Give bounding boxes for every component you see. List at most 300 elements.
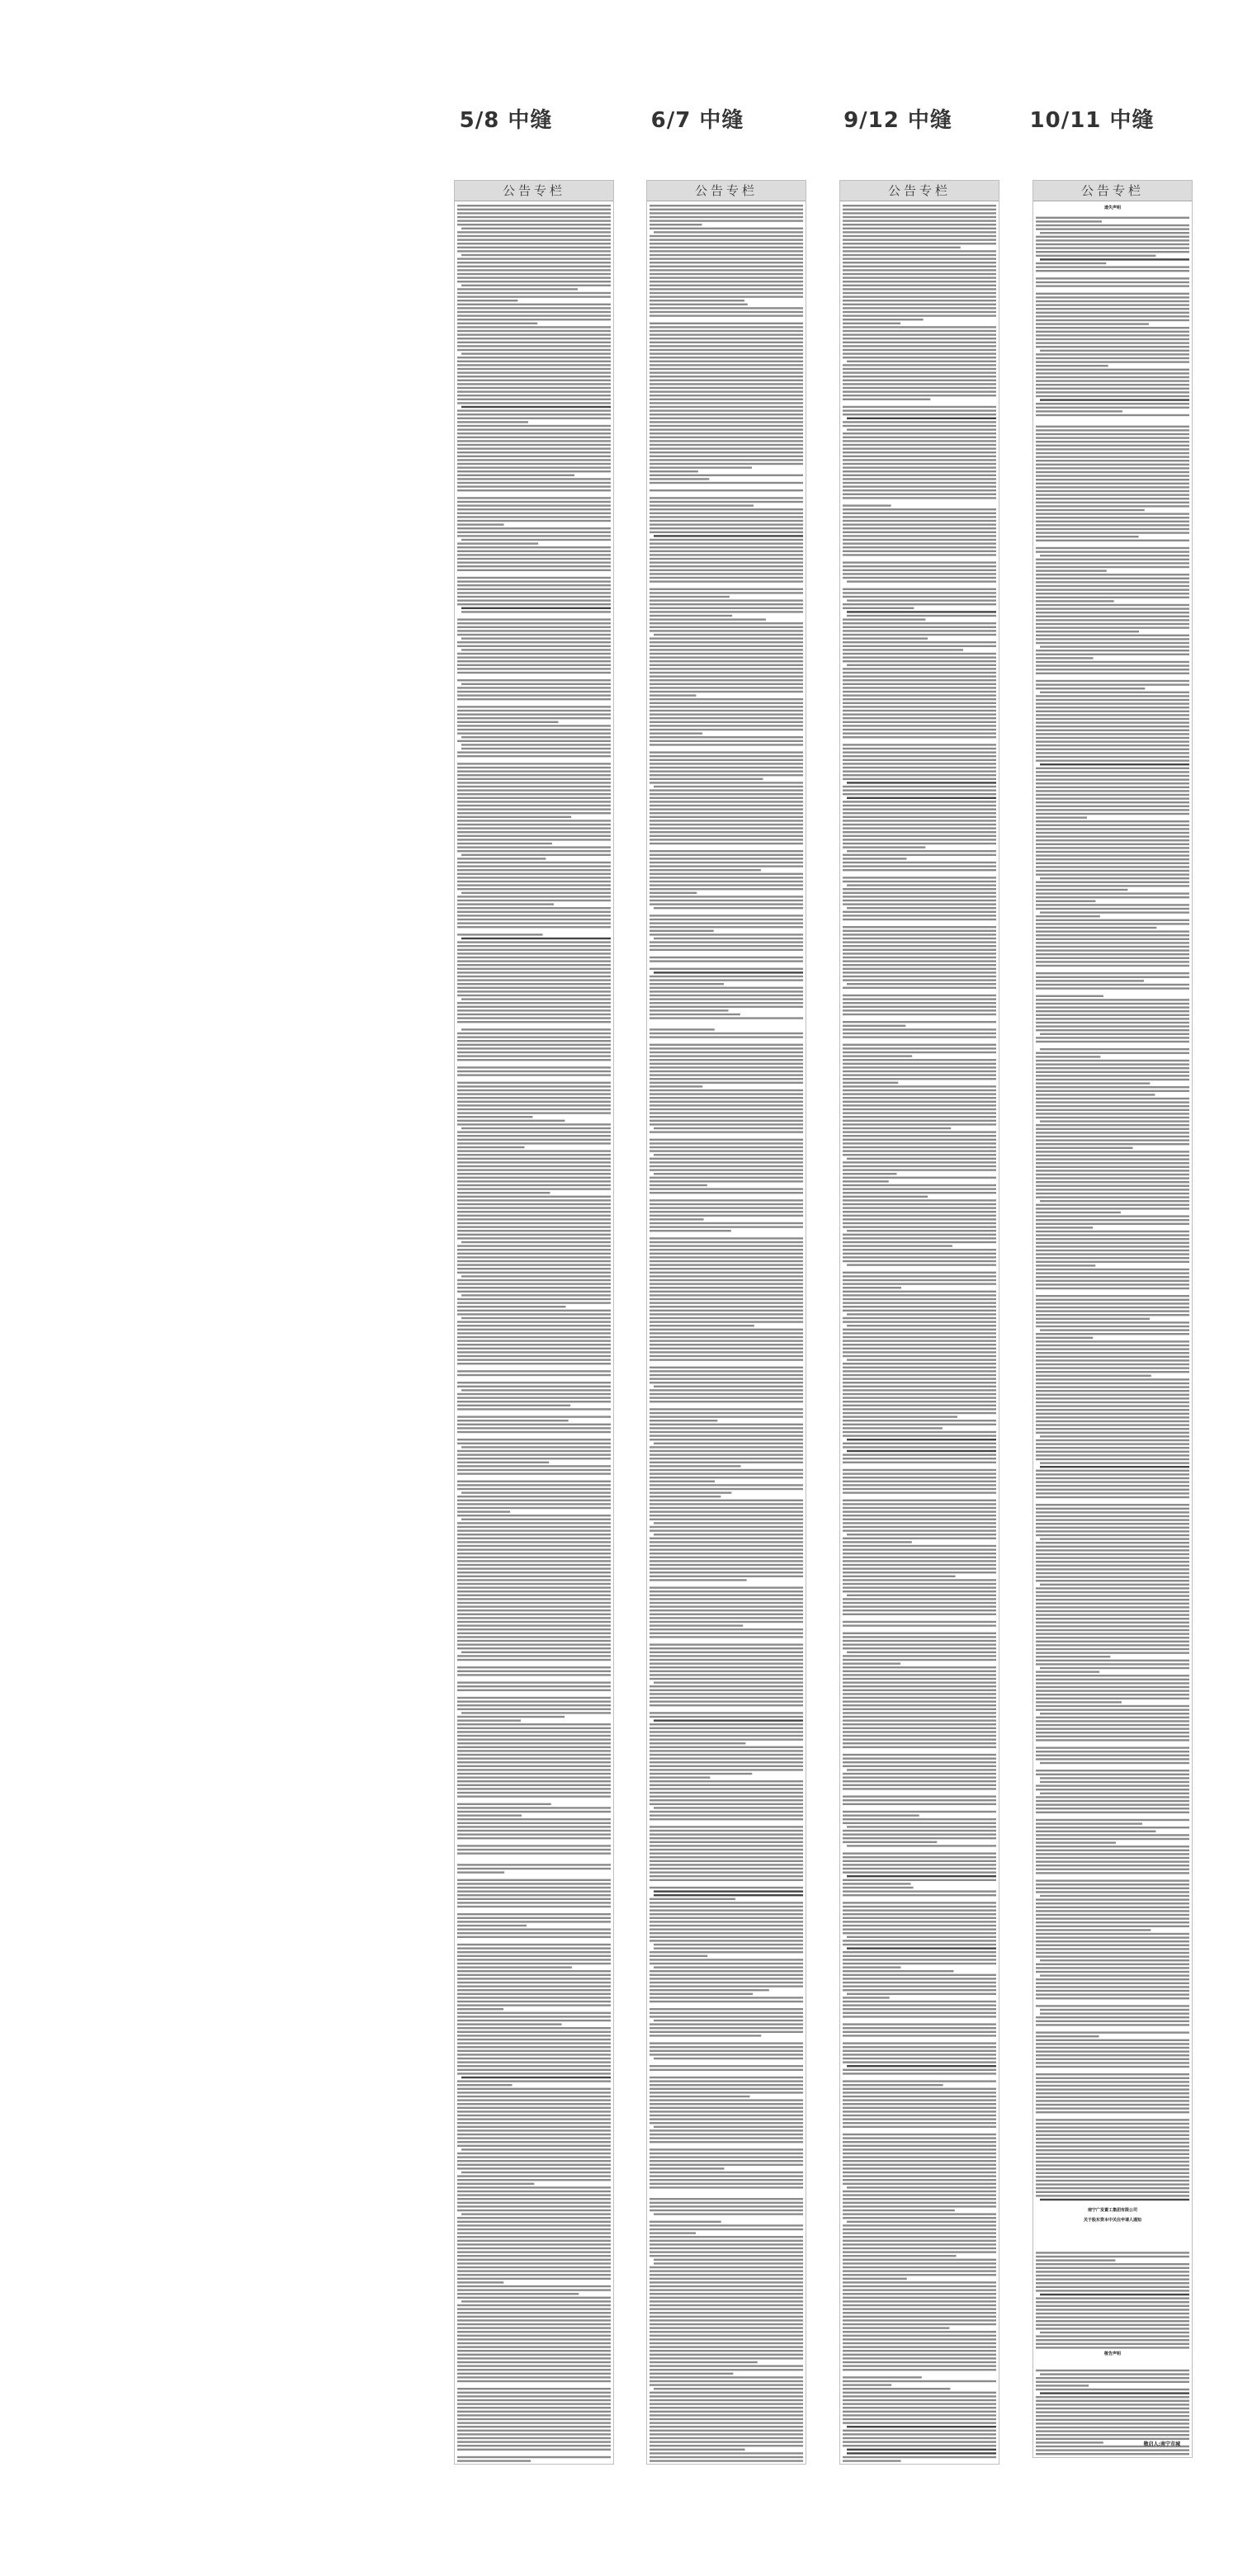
text-line bbox=[843, 1104, 996, 1106]
text-line bbox=[457, 877, 611, 878]
text-line bbox=[457, 679, 611, 681]
text-line bbox=[1036, 562, 1189, 564]
text-line bbox=[1036, 1618, 1189, 1619]
text-line bbox=[650, 1860, 803, 1862]
text-line bbox=[1036, 2328, 1189, 2329]
text-line bbox=[457, 235, 611, 237]
text-line bbox=[1036, 2047, 1189, 2049]
text-line bbox=[650, 1621, 803, 1623]
text-line bbox=[650, 2107, 803, 2109]
text-line bbox=[1036, 721, 1189, 723]
text-line bbox=[843, 1367, 996, 1368]
text-line bbox=[457, 968, 611, 970]
text-line bbox=[457, 941, 611, 943]
text-line bbox=[843, 368, 996, 370]
text-line bbox=[650, 440, 803, 442]
text-line bbox=[650, 345, 803, 347]
text-line bbox=[650, 1002, 803, 1004]
text-line bbox=[650, 1902, 803, 1903]
text-line bbox=[654, 1966, 803, 1968]
text-line bbox=[843, 319, 924, 320]
text-line bbox=[650, 2255, 803, 2257]
text-line bbox=[843, 2319, 996, 2321]
text-line bbox=[1036, 1238, 1189, 1240]
text-line bbox=[457, 1522, 611, 1524]
text-line bbox=[1036, 1933, 1189, 1935]
text-line bbox=[457, 2164, 611, 2166]
text-line bbox=[843, 1503, 996, 1505]
text-line bbox=[1036, 220, 1102, 222]
text-line bbox=[843, 551, 996, 552]
text-line bbox=[650, 1351, 803, 1353]
text-line bbox=[457, 2357, 611, 2359]
text-line bbox=[650, 542, 803, 544]
text-line bbox=[457, 1640, 611, 1642]
text-line bbox=[843, 1890, 996, 1892]
text-line bbox=[457, 1131, 611, 1132]
text-line bbox=[843, 383, 996, 385]
text-line bbox=[457, 1814, 522, 1816]
text-line bbox=[1036, 2100, 1189, 2101]
text-line bbox=[650, 2179, 803, 2181]
text-line bbox=[650, 1712, 803, 1713]
text-line bbox=[650, 1704, 803, 1706]
text-line bbox=[1036, 1318, 1150, 1320]
text-line bbox=[843, 1078, 996, 1080]
text-line bbox=[1036, 566, 1189, 568]
text-line bbox=[650, 1370, 803, 1372]
text-line bbox=[1036, 2252, 1189, 2253]
text-line bbox=[1036, 1671, 1099, 1672]
text-line bbox=[1036, 452, 1189, 454]
text-line bbox=[1040, 2199, 1189, 2200]
text-line bbox=[843, 941, 996, 943]
text-line bbox=[1036, 999, 1189, 1000]
text-line bbox=[650, 1887, 803, 1888]
text-line bbox=[457, 2205, 611, 2207]
text-line bbox=[1036, 505, 1189, 507]
text-line bbox=[843, 653, 996, 655]
text-line bbox=[843, 2191, 996, 2192]
text-line bbox=[457, 634, 611, 636]
text-line bbox=[650, 212, 803, 214]
text-lines bbox=[840, 201, 999, 2464]
text-line bbox=[1036, 2427, 1189, 2428]
text-line bbox=[650, 1849, 803, 1850]
text-line bbox=[843, 220, 996, 221]
text-line bbox=[1036, 1264, 1095, 1266]
text-line bbox=[843, 748, 996, 749]
text-line bbox=[843, 1700, 996, 1702]
text-line bbox=[650, 759, 803, 761]
text-line bbox=[1036, 403, 1189, 404]
text-line bbox=[650, 1462, 803, 1463]
text-line bbox=[843, 561, 996, 563]
text-line bbox=[650, 262, 803, 263]
text-line bbox=[1036, 2180, 1189, 2181]
text-line bbox=[650, 2103, 803, 2105]
text-line bbox=[1036, 616, 1189, 617]
text-line bbox=[457, 1982, 611, 1983]
text-line bbox=[650, 2115, 803, 2116]
text-line bbox=[650, 1856, 803, 1858]
text-line bbox=[457, 713, 611, 715]
text-line bbox=[457, 778, 611, 780]
text-line bbox=[1036, 718, 1189, 720]
text-line bbox=[843, 532, 996, 533]
text-line bbox=[654, 1127, 803, 1129]
text-line bbox=[1036, 927, 1156, 929]
text-line bbox=[843, 2126, 996, 2128]
column-text-block bbox=[647, 201, 806, 2464]
text-line bbox=[457, 1169, 611, 1170]
text-line bbox=[1036, 1109, 1189, 1111]
text-line bbox=[843, 307, 996, 309]
text-line bbox=[650, 1529, 803, 1531]
text-line bbox=[650, 2141, 803, 2143]
text-line bbox=[1036, 626, 1189, 628]
text-line bbox=[650, 694, 697, 696]
text-line bbox=[1036, 308, 1189, 310]
text-line bbox=[654, 1947, 803, 1949]
text-line bbox=[1036, 1519, 1189, 1520]
text-line bbox=[650, 1830, 803, 1832]
text-line bbox=[1036, 1625, 1189, 1627]
text-line bbox=[1036, 1993, 1189, 1995]
text-line bbox=[461, 254, 611, 256]
text-line bbox=[650, 1367, 803, 1368]
text-line bbox=[650, 1602, 803, 1604]
text-line bbox=[457, 2156, 611, 2158]
text-line bbox=[843, 2357, 996, 2359]
text-line bbox=[457, 2107, 611, 2109]
text-line bbox=[650, 1510, 803, 1512]
text-line bbox=[1036, 1808, 1189, 1809]
text-line bbox=[457, 2346, 611, 2347]
text-line bbox=[457, 1609, 611, 1611]
text-line bbox=[1036, 2411, 1189, 2413]
text-line bbox=[1036, 1553, 1189, 1555]
text-line bbox=[1040, 2009, 1189, 2011]
text-line bbox=[650, 1344, 803, 1345]
text-line bbox=[650, 1757, 803, 1759]
text-line bbox=[650, 717, 803, 719]
text-line bbox=[1036, 300, 1189, 302]
text-line bbox=[1036, 1196, 1189, 1198]
text-line bbox=[650, 656, 803, 658]
text-line bbox=[650, 1063, 803, 1065]
text-line bbox=[1036, 854, 1189, 856]
text-line bbox=[461, 1519, 611, 1520]
text-line bbox=[843, 554, 996, 555]
text-line bbox=[1036, 1413, 1189, 1415]
text-line bbox=[457, 1044, 611, 1046]
text-line bbox=[457, 1674, 611, 1676]
text-line bbox=[457, 979, 611, 981]
text-line bbox=[1040, 2392, 1189, 2394]
text-line bbox=[1036, 1340, 1189, 1342]
text-line bbox=[654, 2388, 803, 2389]
text-line bbox=[1036, 1983, 1189, 1984]
text-line bbox=[650, 2350, 803, 2351]
text-line bbox=[457, 516, 611, 518]
text-line bbox=[1036, 2172, 1189, 2174]
text-line bbox=[1036, 1101, 1189, 1103]
text-line bbox=[457, 2433, 611, 2435]
text-line bbox=[1036, 304, 1189, 305]
text-line bbox=[650, 2338, 803, 2340]
text-line bbox=[1036, 517, 1189, 518]
text-line bbox=[843, 1222, 996, 1224]
text-line bbox=[1036, 953, 1189, 955]
text-line bbox=[650, 1898, 735, 1900]
text-line bbox=[457, 2270, 611, 2271]
text-line bbox=[843, 1909, 996, 1911]
text-line bbox=[1036, 839, 1189, 841]
text-line bbox=[843, 440, 996, 442]
text-line bbox=[457, 2304, 611, 2306]
text-line bbox=[650, 1203, 803, 1205]
text-line bbox=[650, 1139, 803, 1141]
text-line bbox=[650, 1116, 803, 1118]
text-line bbox=[847, 361, 996, 362]
text-line bbox=[843, 2430, 996, 2432]
text-line bbox=[457, 2167, 611, 2169]
text-line bbox=[457, 1564, 611, 1566]
text-line bbox=[457, 1671, 611, 1672]
text-line bbox=[457, 307, 611, 309]
text-line bbox=[843, 1640, 996, 1642]
text-line bbox=[843, 1009, 996, 1011]
text-line bbox=[650, 508, 803, 510]
text-line bbox=[1036, 1736, 1189, 1737]
text-line bbox=[843, 1567, 996, 1569]
text-line bbox=[457, 2027, 611, 2029]
text-line bbox=[457, 1887, 611, 1888]
text-line bbox=[650, 1567, 803, 1569]
text-line bbox=[457, 1481, 611, 1482]
text-line bbox=[457, 1059, 611, 1061]
text-line bbox=[843, 2331, 996, 2333]
text-line bbox=[461, 2213, 611, 2214]
text-line bbox=[457, 1253, 611, 1255]
text-line bbox=[457, 816, 571, 818]
text-line bbox=[1036, 414, 1189, 416]
text-line bbox=[1036, 1056, 1100, 1057]
text-line bbox=[650, 1997, 803, 1998]
text-line bbox=[457, 1515, 611, 1516]
text-line bbox=[650, 577, 803, 579]
text-line bbox=[843, 239, 996, 240]
text-line bbox=[457, 2354, 611, 2356]
text-line bbox=[650, 702, 803, 704]
text-line bbox=[650, 2308, 803, 2309]
text-line bbox=[843, 2395, 996, 2397]
text-line bbox=[1036, 1006, 1189, 1008]
text-line bbox=[1036, 1926, 1189, 1927]
text-line bbox=[1036, 2271, 1189, 2272]
text-line bbox=[1036, 749, 1189, 750]
text-line bbox=[650, 1264, 803, 1265]
text-line bbox=[843, 831, 996, 833]
text-line bbox=[650, 1211, 803, 1212]
text-line bbox=[650, 1036, 803, 1037]
text-line bbox=[1036, 1189, 1189, 1190]
text-line bbox=[1036, 1694, 1189, 1695]
text-line bbox=[457, 1036, 611, 1037]
text-line bbox=[843, 1397, 996, 1398]
text-line bbox=[1036, 1803, 1189, 1805]
text-line bbox=[1036, 942, 1189, 943]
text-line bbox=[650, 1624, 743, 1626]
text-line bbox=[843, 2243, 996, 2245]
text-line bbox=[650, 2156, 803, 2158]
text-line bbox=[843, 896, 996, 897]
text-line bbox=[650, 1321, 803, 1322]
text-line bbox=[1036, 976, 1189, 978]
text-line bbox=[843, 2202, 996, 2204]
text-line bbox=[457, 273, 611, 275]
text-line bbox=[1036, 1204, 1189, 1206]
text-line bbox=[650, 2065, 803, 2067]
text-line bbox=[1036, 866, 1189, 867]
text-line bbox=[843, 277, 996, 278]
text-line bbox=[843, 1405, 996, 1406]
text-line bbox=[1036, 2422, 1189, 2424]
text-line bbox=[650, 2361, 758, 2363]
text-line bbox=[457, 1139, 611, 1141]
text-line bbox=[461, 854, 611, 856]
text-line bbox=[650, 205, 803, 206]
text-line bbox=[1036, 2453, 1189, 2455]
text-line bbox=[457, 1256, 611, 1258]
text-line bbox=[461, 1652, 611, 1653]
text-line bbox=[457, 2084, 513, 2086]
text-line bbox=[1036, 806, 1189, 807]
text-line bbox=[650, 721, 803, 723]
text-line bbox=[457, 1014, 611, 1015]
text-line bbox=[650, 858, 803, 859]
text-line bbox=[650, 1795, 803, 1797]
text-line bbox=[457, 2145, 611, 2147]
text-line bbox=[1036, 1136, 1189, 1137]
text-line bbox=[843, 691, 996, 692]
text-line bbox=[1036, 1443, 1189, 1444]
text-line bbox=[1040, 399, 1189, 400]
text-line bbox=[843, 626, 996, 628]
text-line bbox=[843, 1579, 996, 1581]
text-line bbox=[457, 2293, 579, 2295]
text-line bbox=[457, 1742, 611, 1744]
text-line bbox=[461, 1317, 611, 1319]
text-line bbox=[650, 520, 803, 522]
text-line bbox=[457, 1621, 611, 1623]
text-line bbox=[461, 1275, 611, 1277]
text-line bbox=[457, 903, 554, 905]
text-line bbox=[650, 1306, 803, 1307]
text-line bbox=[843, 1234, 996, 1236]
text-line bbox=[650, 352, 803, 354]
text-line bbox=[650, 843, 803, 844]
text-line bbox=[650, 2281, 803, 2283]
text-line bbox=[457, 577, 611, 579]
text-line bbox=[1036, 726, 1189, 727]
text-line bbox=[650, 900, 803, 901]
text-line bbox=[1036, 467, 1189, 469]
text-line bbox=[843, 1047, 996, 1049]
text-line bbox=[1036, 1105, 1189, 1107]
text-line bbox=[843, 1765, 996, 1767]
text-line bbox=[1036, 372, 1189, 374]
text-line bbox=[1040, 1329, 1189, 1331]
text-line bbox=[1040, 692, 1189, 693]
text-line bbox=[461, 748, 611, 749]
text-line bbox=[457, 1040, 611, 1042]
text-line bbox=[650, 1469, 803, 1471]
text-line bbox=[650, 364, 803, 366]
text-line bbox=[650, 1776, 710, 1778]
text-line bbox=[457, 1883, 611, 1884]
text-line bbox=[650, 1814, 803, 1816]
text-line bbox=[843, 1519, 996, 1520]
text-line bbox=[843, 2061, 996, 2063]
text-line bbox=[457, 1325, 611, 1326]
text-line bbox=[1036, 1018, 1189, 1019]
text-line bbox=[843, 1709, 996, 1710]
text-line bbox=[843, 1799, 996, 1801]
text-line bbox=[843, 2229, 996, 2230]
text-line bbox=[457, 554, 611, 555]
text-line bbox=[1036, 2403, 1189, 2405]
text-line bbox=[843, 827, 996, 829]
text-line bbox=[650, 903, 803, 905]
text-line bbox=[1040, 1959, 1189, 1961]
text-line bbox=[1036, 2297, 1189, 2299]
text-line bbox=[650, 862, 803, 863]
text-line bbox=[650, 1260, 803, 1262]
text-line bbox=[650, 1348, 803, 1349]
text-line bbox=[650, 1678, 803, 1680]
text-line bbox=[843, 2248, 996, 2249]
text-line bbox=[457, 945, 611, 947]
text-line bbox=[843, 1453, 996, 1455]
text-line bbox=[1036, 1234, 1189, 1236]
text-line bbox=[843, 2270, 996, 2271]
text-line bbox=[650, 919, 803, 920]
text-line bbox=[461, 352, 611, 354]
text-line bbox=[650, 1287, 803, 1288]
text-line bbox=[457, 1906, 611, 1907]
text-line bbox=[1036, 357, 1189, 359]
text-line bbox=[843, 273, 996, 275]
text-line bbox=[457, 850, 611, 852]
text-line bbox=[457, 380, 611, 381]
text-line bbox=[843, 2023, 996, 2025]
text-line bbox=[457, 952, 611, 954]
text-line bbox=[843, 425, 996, 427]
text-line bbox=[843, 1237, 996, 1239]
text-line bbox=[457, 869, 611, 871]
text-line bbox=[457, 216, 611, 218]
text-line bbox=[843, 1431, 996, 1433]
text-line bbox=[457, 1784, 611, 1786]
text-line bbox=[457, 626, 611, 628]
text-line bbox=[457, 1089, 611, 1091]
text-line bbox=[843, 1693, 996, 1694]
text-line bbox=[650, 2224, 803, 2226]
text-line bbox=[1036, 961, 1189, 962]
text-line bbox=[457, 1928, 611, 1930]
